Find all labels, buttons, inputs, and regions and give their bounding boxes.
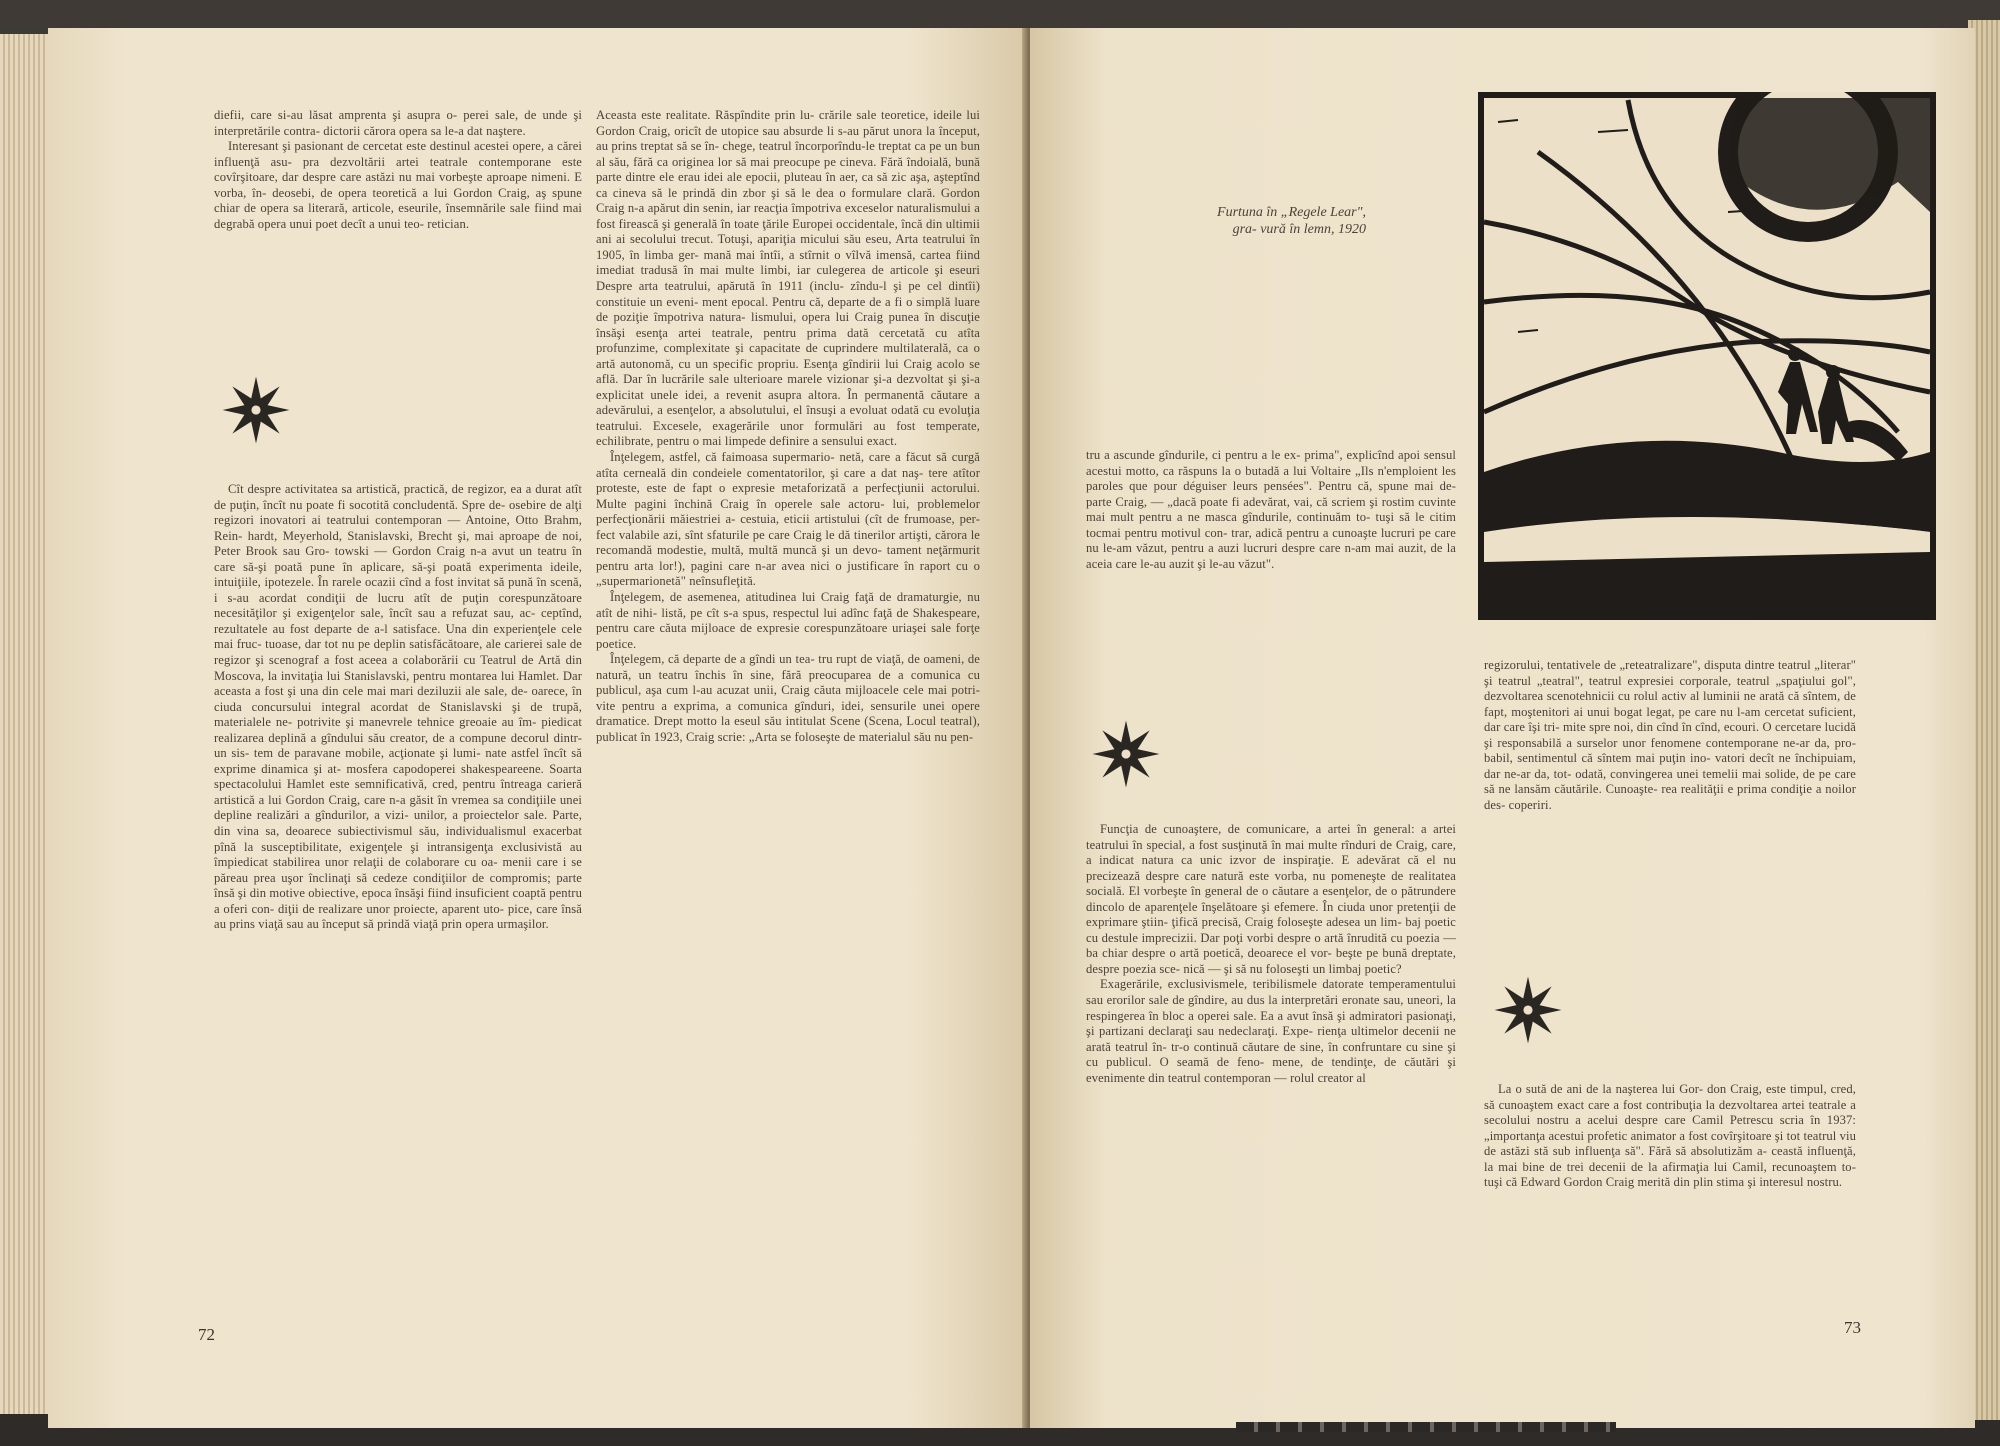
binding-strip	[1236, 1422, 1616, 1432]
page-stack-left	[0, 34, 50, 1414]
woodcut-illustration	[1478, 92, 1936, 620]
page-number-right: 73	[1844, 1318, 1861, 1337]
right-col1-bottom	[1086, 822, 1456, 1086]
left-col2	[596, 108, 980, 745]
paragraph: Înţelegem, astfel, că faimoasa supermario- netă, care a făcut să curgă atîta cerneală din condeiele comentatorilor, şi care a dat naş- tere atîtor proteste, este de fapt o expresie metaforizată a perfecţiunii actorului. Multe pagini închină Craig în operele sale actoru- lui, problemelor perfecţionării măiestriei a- cestuia, eticii artistului (cît de frumoase, per- fect valabile azi, sînt sfaturile pe care Craig le dă tinerilor artişti, cărora le recomandă modestie, multă, multă muncă şi un devo- tament neţărmurit pentru arta lor!), pagini care n-ar avea nici o justificare în raport cu o „supermarionetă" neînsufleţită.	[596, 450, 980, 589]
left-col1-top	[214, 108, 582, 232]
left-col1-bottom	[214, 482, 582, 933]
paragraph: Înţelegem, că departe de a gîndi un tea- tru rupt de viaţă, de oameni, de natură, un teatru închis în sine, fără preocuparea de a comunica cu publicul, aşa cum l-au acuzat unii, Craig căuta mijloacele cele mai potri- vite pentru a exprima, a comunica gînduri, idei, sensurile unei opere dramatice. Drept motto la eseul său intitulat Scene (Scena, Locul teatral), publicat în 1923, Craig scrie: „Arta se foloseşte de materialul său nu pen-	[596, 652, 980, 744]
right-col2-top	[1484, 658, 1856, 813]
paragraph: regizorului, tentativele de „reteatralizare", disputa dintre teatrul „literar" şi teatrul „teatral", teatrul expresiei corporale, teatrul „spaţiului gol", dezvoltarea scenotehnicii cu rolul activ al luminii ne arată că sîntem, de fapt, moştenitori ai unui bogat legat, pe care nu l-am cercetat suficient, dar care îşi tri- mite spre noi, din cînd în cînd, ecouri. O cercetare lucidă şi responsabilă a surselor unor fenomene contemporane ne-ar da, pro- babil, sentimentul că sîntem mai puţin ino- vatori decît ne închipuiam, dar ne-ar da, tot- odată, convingerea unei temelii mai solide, de pe care să ne lansăm căutările. Cunoaşte- rea realităţii e prima condiţie a noilor des- coperiri.	[1484, 658, 1856, 812]
right-col1-top	[1086, 448, 1456, 572]
page-number-left: 72	[198, 1325, 215, 1344]
star-ornament-icon	[1490, 972, 1566, 1048]
paragraph: La o sută de ani de la naşterea lui Gor- don Craig, este timpul, cred, să cunoaştem exact care a fost contribuţia la dezvoltarea artei teatrale a secolului nostru a acelui despre care Camil Petrescu scria în 1937: „importanţa acestui profetic animator a fost covîrşitoare şi tot teatrul viu de astăzi stă sub influenţa să". Fără să absolutizăm a- ceastă influenţă, la mai bine de trei decenii de la afirmaţia lui Camil, recunoaştem to- tuşi că Edward Gordon Craig merită din plin stima şi interesul nostru.	[1484, 1082, 1856, 1190]
paragraph: tru a ascunde gîndurile, ci pentru a le ex- prima", explicînd apoi sensul acestui motto, ca răspuns la o butadă a lui Voltaire „Ils n'emploient les paroles que pour déguiser leurs pensées". Pentru că, spune mai de- parte Craig, — „dacă poate fi adevărat, vai, că scriem şi rostim cuvinte mai mult pentru a ne masca gîndurile, continuăm to- tuşi să le citim tocmai pentru motivul con- trar, adică pentru a cunoaşte lucruri pe care nu le-am văzut, pentru a auzi lucruri despre care n-am mai auzit, de la aceia care le-au auzit şi le-au văzut".	[1086, 448, 1456, 571]
paragraph: diefii, care si-au lăsat amprenta şi asupra o- perei sale, de unde şi interpretările contra- dictorii cărora opera sa le-a dat naştere.	[214, 108, 582, 138]
paragraph: Exagerările, exclusivismele, teribilismele datorate temperamentului sau erorilor sale de gîndire, au dus la interpretări eronate sau, uneori, la respingerea în bloc a operei sale. Ea a avut însă şi admiratori pasionaţi, şi partizani declaraţi sau nedeclaraţi. Expe- rienţa ultimelor decenii ne arată teatrul în- tr-o continuă căutare de sine, în confruntare cu sine şi cu publicul. O seamă de feno- mene, de tendinţe, de căutări şi evenimente din teatrul contemporan — rolul creator al	[1086, 977, 1456, 1085]
illustration-caption: Furtuna în „Regele Lear", gra- vură în lemn, 1920	[1217, 205, 1366, 237]
star-ornament-icon	[218, 372, 294, 448]
paragraph: Cît despre activitatea sa artistică, practică, de regizor, ea a durat atît de puţin, încît nu poate fi socotită concludentă. Spre de- osebire de alţi regizori inovatori ai teatrului contemporan — Antoine, Otto Brahm, Rein- hardt, Meyerhold, Stanislavski, Brecht şi, mai aproape de noi, Peter Brook sau Gro- towski — Gordon Craig n-a avut un teatru în care să-şi poată pune în aplicare, să-şi poată experimenta ideile, intuiţiile, ipotezele. În rarele ocazii cînd a fost invitat să pună în scenă, i s-au acordat condiţii de lucru atît de puţin corespunzătoare necesităţilor şi exigenţelor sale, încît sau a refuzat sau, ac- ceptînd, rezultatele au fost departe de a-l satisface. Una din experienţele cele mai fruc- tuoase, dar tot nu pe deplin satisfăcătoare, ale carierei sale de regizor şi scenograf a fost aceea a colaborării cu Teatrul de Artă din Moscova, la invitaţia lui Stanislavski, pentru montarea lui Hamlet. Dar aceasta a fost şi una din cele mai mari deziluzii ale sale, de- oarece, în ciuda concursului integral acordat de Stanislavski şi de trupă, materialele ne- potrivite şi manevrele tehnice greoaie au îm- piedicat realizarea deplină a gîndului său creator, de a compune decorul dintr-un sis- tem de paravane mobile, acţionate şi lumi- nate astfel încît să exprime dinamica şi at- mosfera capodoperei shakespeareene. Soarta spectacolului Hamlet este semnificativă, cred, pentru întreaga carieră artistică a lui Gordon Craig, care n-a găsit în vremea sa condiţiile unei depline realizări a gîndurilor, a vizi- unilor, a proiectelor sale. Parte, din vina sa, deoarece subiectivismul său, individualismul exacerbat pînă la susceptibilitate, exigenţele şi intransigenţa exclusivistă au împiedicat stabilirea unor relaţii de colaborare cu oa- menii care i se păreau prea uşor înclinaţi să cedeze condiţiilor de compromis; parte însă şi din motive obiective, epoca însăşi fiind insuficient coaptă pentru a oferi con- diţii de realizare unor proiecte, aparent uto- pice, care însă au prins viaţă sau au început să prindă viaţă prin opera urmaşilor.	[214, 482, 582, 932]
paragraph: Aceasta este realitate. Răspîndite prin lu- crările sale teoretice, ideile lui Gordon Craig, oricît de utopice sau absurde li s-au părut unora la început, au prins treptat să se în- chege, teatrul încorporîndu-le treptat ca pe un bun al său, fără ca originea lor să mai preocupe pe cineva. Fără îndoială, bună parte dintre ele erau idei ale epocii, pluteau în aer, ca să zic aşa, aşteptînd ca cineva să le prindă din zbor şi să le dea o formulare clară. Gordon Craig n-a apărut din senin, iar reacţia împotriva exceselor naturalismului a fost firească şi generală în toate ţările Europei occidentale, încă din ultimii ani ai secolului trecut. Totuşi, apariţia micului său eseu, Arta teatrului în 1905, în limba ger- mană mai întîi, a stîrnit o vîlvă imensă, cartea fiind imediat tradusă în mai multe limbi, iar culegerea de articole şi eseuri Despre arta teatrului, apărută în 1911 (inclu- zîndu-l şi pe cel dintîi) constituie un eveni- ment epocal. Pentru că, departe de a fi o simplă luare de poziţie împotriva natura- lismului, opera lui Craig punea în discuţie însăşi esenţa artei teatrale, pentru prima dată cercetată cu atîta profunzime, complexitate şi capacitate de cuprindere multilaterală, ca o artă autonomă, cu un specific propriu. Esenţa gîndirii lui Craig acolo se află. Dar în lucrările sale ulterioare marele vizionar şi-a dezvoltat şi şi-a explicitat unele idei, a revenit asupra altora. În permanentă căutare a adevărului, a esenţelor, a absolutului, el însuşi a evoluat odată cu evoluţia teatrului. Excesele, exagerările unor formulări au fost temperate, echilibrate, pentru o mai limpede definire a sensului exact.	[596, 108, 980, 449]
paragraph: Funcţia de cunoaştere, de comunicare, a artei în general: a artei teatrului în special, a fost susţinută în mai multe rînduri de Craig, care, a indicat natura ca unic izvor de inspiraţie. E adevărat că el nu precizează despre care natură este vorba, nu pomeneşte de realitatea socială. El vorbeşte în general de o căutare a esenţelor, de o pătrundere dincolo de aparenţele înşelătoare şi efemere. În ciuda unor pretenţii de exprimare ştiin- ţifică precisă, Craig foloseşte adesea un lim- baj poetic cu destule imprecizii. Dar poţi vorbi despre o artă înrudită cu poezia — ba chiar despre o artă poetică, deoarece el vor- beşte pe bună dreptate, despre poezia sce- nică — şi să nu foloseşti un limbaj poetic?	[1086, 822, 1456, 976]
paragraph: Interesant şi pasionant de cercetat este destinul acestei opere, a cărei influenţă asu- pra dezvoltării artei teatrale contemporane este covîrşitoare, dar despre care astăzi nu mai vorbeşte aproape nimeni. E vorba, în- deosebi, de opera teoretică a lui Gordon Craig, aş spune chiar de opera sa literară, articole, eseurile, însemnările sale fiind mai degrabă opera unui poet decît a unui teo- retician.	[214, 139, 582, 231]
paragraph: Înţelegem, de asemenea, atitudinea lui Craig faţă de dramaturgie, nu atît de nihi- listă, pe cît s-a spus, respectul lui adînc faţă de Shakespeare, pentru care căuta mijloace de expresie corespunzătoare uriaşei sale forţe poetice.	[596, 589, 980, 651]
right-col2-bottom	[1484, 1082, 1856, 1191]
star-ornament-icon	[1088, 716, 1164, 792]
